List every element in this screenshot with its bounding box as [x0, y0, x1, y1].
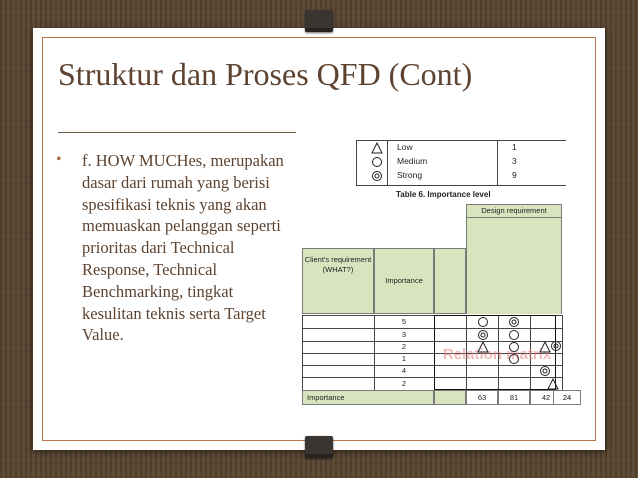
legend-table [356, 140, 566, 186]
bullet-text: f. HOW MUCHes, merupakan dasar dari rumah yang berisi spesifikasi teknis yang akan memuaskan pelanggan seperti prioritas dari Technical Response, Technical Benchmarking, tingkat kesulitan teknis serta Target Value. [82, 151, 284, 345]
legend-row-low: Low 1 [357, 141, 566, 155]
client-header: Client's requirement (WHAT?) [302, 248, 374, 314]
importance-value: 5 [401, 317, 407, 326]
importance-header: Importance [374, 248, 434, 314]
importance-value: 4 [401, 366, 407, 375]
footer-value: 42 [530, 390, 562, 405]
footer-value: 81 [498, 390, 530, 405]
double-circle-icon [508, 316, 520, 328]
double-circle-icon [477, 329, 489, 341]
double-circle-icon [539, 365, 551, 377]
footer-importance-label: Importance [302, 390, 434, 405]
double-circle-icon [371, 170, 383, 182]
how-header: Design requirement [466, 204, 562, 218]
triangle-icon [547, 378, 559, 390]
circle-icon [477, 316, 489, 328]
header-spacer [434, 248, 466, 314]
qfd-figure [296, 132, 566, 413]
triangle-icon [371, 142, 383, 154]
importance-value: 2 [401, 379, 407, 388]
double-circle-icon [550, 340, 562, 352]
circle-icon [508, 341, 520, 353]
table-caption: Table 6. Importance level [396, 190, 491, 199]
how-header-area [466, 218, 562, 314]
footer-spacer [434, 390, 466, 405]
triangle-icon [477, 341, 489, 353]
footer-value: 63 [466, 390, 498, 405]
importance-value: 1 [401, 354, 407, 363]
importance-value: 2 [401, 342, 407, 351]
relation-matrix-label: Relation matrix [442, 346, 552, 363]
importance-value: 3 [401, 330, 407, 339]
bullet-dot-icon: • [56, 151, 62, 168]
circle-icon [371, 156, 383, 168]
circle-icon [508, 329, 520, 341]
pin-bottom-decoration [305, 436, 333, 458]
pin-top-decoration [305, 10, 333, 32]
slide-title: Struktur dan Proses QFD (Cont) [58, 56, 473, 92]
footer-value: 24 [553, 390, 581, 405]
circle-icon [508, 353, 520, 365]
legend-row-medium: Medium 3 [357, 155, 566, 169]
legend-row-strong: Strong 9 [357, 169, 566, 183]
